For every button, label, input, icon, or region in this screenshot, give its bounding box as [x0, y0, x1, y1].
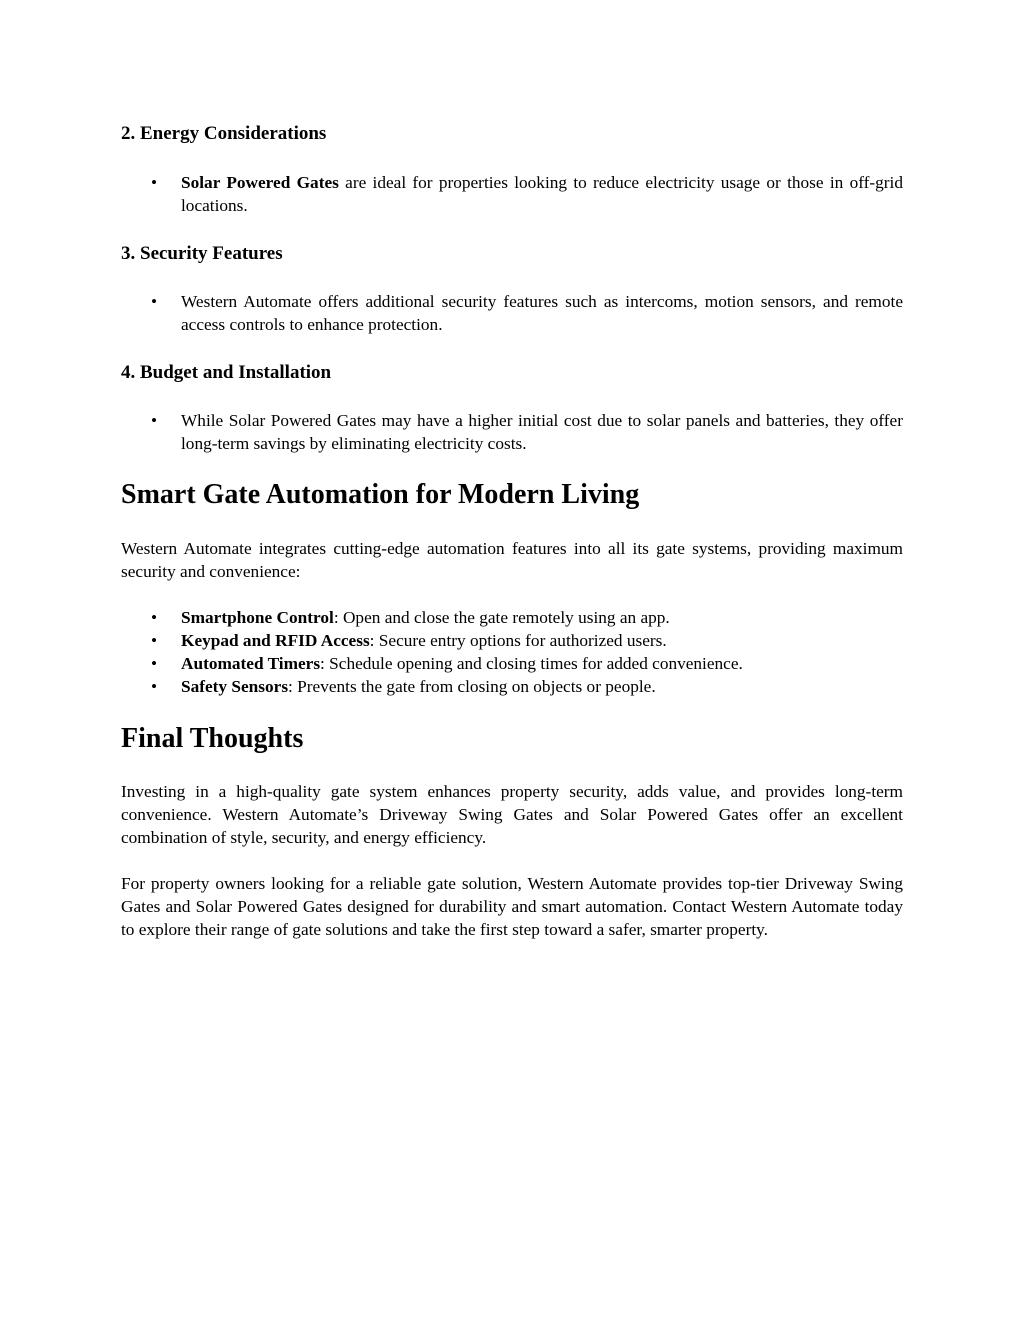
smart-intro-paragraph: Western Automate integrates cutting-edge automation features into all its gate systems, providing maximum security and convenience: [121, 539, 903, 581]
list-item [121, 606, 903, 629]
bullet-icon: • [151, 631, 158, 650]
bullet-icon: • [151, 173, 158, 192]
bullet-icon: • [151, 677, 158, 696]
final-paragraph-2: For property owners looking for a reliable gate solution, Western Automate provides top-tier Driveway Swing Gates and Solar Powered Gates designed for durability and smart automation. Contact Western Automate today to explore their range of gate solutions and take the first step toward a safer, smarter property. [121, 874, 903, 939]
list-item [121, 171, 903, 217]
list-item [121, 290, 903, 336]
bullet-text: : Secure entry options for authorized users. [369, 631, 667, 650]
smart-feature-list [121, 606, 903, 698]
bullet-text: are ideal for properties looking to reduce electricity usage or those in off-grid locations. [181, 173, 904, 215]
bullet-icon: • [151, 292, 158, 311]
bullet-text: : Open and close the gate remotely using an app. [333, 608, 670, 627]
list-item [121, 652, 903, 675]
final-paragraph-1: Investing in a high-quality gate system enhances property security, adds value, and provides long-term convenience. Western Automate’s Driveway Swing Gates and Solar Powered Gates offer an excellent combination of style, security, and energy efficiency. [121, 782, 903, 847]
heading-security-features: 3. Security Features [121, 243, 283, 264]
bullet-bold-term: Solar Powered Gates [181, 173, 339, 192]
bullet-bold-term: Keypad and RFID Access [181, 631, 370, 650]
heading-final-thoughts: Final Thoughts [121, 723, 304, 754]
bullet-bold-term: Smartphone Control [181, 608, 334, 627]
bullet-text: While Solar Powered Gates may have a higher initial cost due to solar panels and batteries, they offer long-term savings by eliminating electricity costs. [181, 411, 903, 453]
bullet-bold-term: Automated Timers [181, 654, 321, 673]
heading-smart-gate-automation: Smart Gate Automation for Modern Living [121, 479, 640, 510]
budget-bullet-list [121, 409, 903, 455]
list-item [121, 629, 903, 652]
heading-budget-installation: 4. Budget and Installation [121, 362, 332, 383]
security-bullet-list [121, 290, 903, 336]
bullet-text: Western Automate offers additional security features such as intercoms, motion sensors, and remote access controls to enhance protection. [181, 292, 903, 334]
bullet-bold-term: Safety Sensors [181, 677, 289, 696]
bullet-text: : Prevents the gate from closing on objects or people. [288, 677, 656, 696]
bullet-text: : Schedule opening and closing times for added convenience. [320, 654, 743, 673]
heading-energy-considerations: 2. Energy Considerations [121, 123, 327, 144]
bullet-icon: • [151, 608, 158, 627]
list-item [121, 409, 903, 455]
list-item [121, 675, 903, 698]
bullet-icon: • [151, 411, 158, 430]
energy-bullet-list [121, 171, 903, 217]
bullet-icon: • [151, 654, 158, 673]
